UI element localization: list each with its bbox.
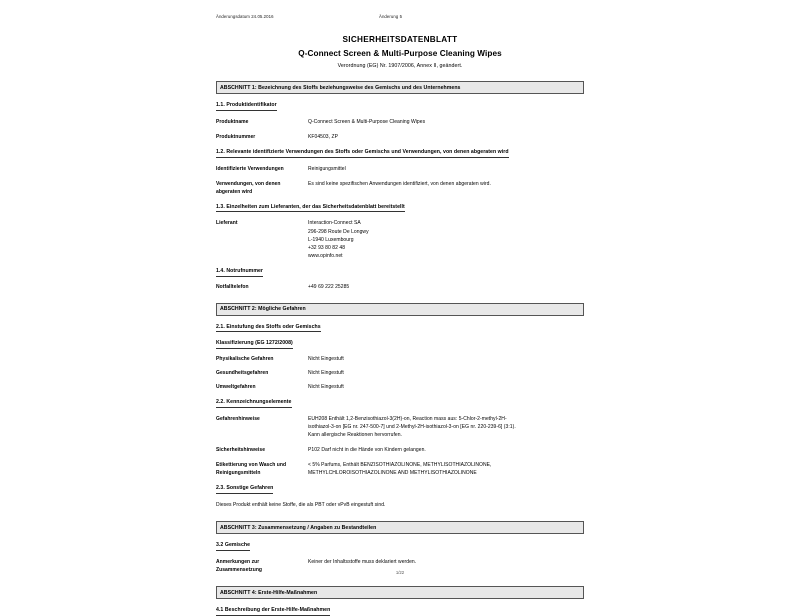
section-banner-2: ABSCHNITT 2: Mögliche Gefahren bbox=[216, 303, 584, 316]
subsection-3-2: 3.2 Gemische bbox=[216, 543, 250, 551]
subsection-1-2: 1.2. Relevante identifizierte Verwendungen des Stoffs oder Gemischs und Verwendungen, von denen abgeraten wird bbox=[216, 150, 509, 158]
subsection-3-2-wrap bbox=[216, 534, 584, 551]
hazard-statements-label: Gefahrenhinweise bbox=[216, 415, 260, 422]
product-number-label: Produktnummer bbox=[216, 133, 256, 140]
uses-advised-against-value: Es sind keine spezifischen Anwendungen identifiziert, von denen abgeraten wird. bbox=[308, 180, 491, 187]
row-environmental-hazards bbox=[216, 383, 584, 391]
subsection-2-3-wrap bbox=[216, 477, 584, 494]
supplier-company: Interaction-Connect SA bbox=[308, 220, 361, 227]
classification-heading-wrap bbox=[216, 332, 584, 349]
subsection-1-1-wrap bbox=[216, 94, 584, 111]
uses-advised-against-label bbox=[216, 180, 308, 196]
title-block bbox=[216, 35, 584, 69]
row-detergent-labelling bbox=[216, 461, 584, 477]
precautionary-statements-label: Sicherheitshinweise bbox=[216, 447, 266, 454]
subsection-4-1-wrap bbox=[216, 599, 584, 616]
detergent-line-2: METHYLCHLOROISOTHIAZOLINONE AND METHYLISOTHIAZOLINONE bbox=[308, 470, 477, 477]
detergent-labelling-value bbox=[308, 461, 584, 477]
identified-uses-value: Reinigungsmittel bbox=[308, 165, 346, 172]
detergent-labelling-label-line2: Reinigungsmitteln bbox=[216, 470, 261, 477]
subsection-1-3-wrap bbox=[216, 196, 584, 213]
hazard-statement-line-3: Kann allergische Reaktionen hervorrufen. bbox=[308, 432, 402, 439]
row-emergency-phone bbox=[216, 283, 584, 291]
composition-notes-label-line1: Anmerkungen zur bbox=[216, 558, 260, 565]
subsection-2-1-wrap bbox=[216, 316, 584, 333]
uses-advised-against-label-line2: abgeraten wird bbox=[216, 188, 253, 195]
page-footer: 1/22 bbox=[395, 570, 405, 575]
row-supplier bbox=[216, 219, 584, 259]
environmental-hazards-value: Nicht Eingestuft bbox=[308, 384, 344, 391]
row-precautionary-statements bbox=[216, 446, 584, 454]
subsection-1-4-wrap bbox=[216, 260, 584, 277]
detergent-labelling-label-line1: Etikettierung von Wasch und bbox=[216, 462, 287, 469]
supplier-city: L-1940 Luxembourg bbox=[308, 236, 354, 243]
supplier-label: Lieferant bbox=[216, 220, 238, 227]
supplier-street: 296-298 Route De Longwy bbox=[308, 228, 369, 235]
uses-advised-against-label-line1: Verwendungen, von denen bbox=[216, 180, 281, 187]
subsection-2-2: 2.2. Kennzeichnungselemente bbox=[216, 400, 292, 408]
identified-uses-label: Identifizierte Verwendungen bbox=[216, 165, 284, 172]
supplier-phone: +32 93 80 82 48 bbox=[308, 244, 346, 251]
subsection-2-1: 2.1. Einstufung des Stoffs oder Gemischs bbox=[216, 325, 321, 333]
subsection-1-3: 1.3. Einzelheiten zum Lieferanten, der das Sicherheitsdatenblatt bereitstellt bbox=[216, 205, 405, 213]
classification-heading: Klassifizierung (EG 1272/2008) bbox=[216, 341, 293, 349]
document-title: SICHERHEITSDATENBLATT bbox=[342, 35, 458, 44]
section-banner-1: ABSCHNITT 1: Bezeichnung des Stoffs beziehungsweise des Gemischs und des Unternehmens bbox=[216, 81, 584, 94]
hazard-statement-line-1: EUH208 Enthält 1,2-Benzisothiazol-3(2H)-on, Reaction mass aus: 5-Chlor-2-methyl-2H- bbox=[308, 415, 507, 422]
supplier-website: www.opinfo.net bbox=[308, 252, 343, 259]
product-name-label: Produktname bbox=[216, 118, 249, 125]
physical-hazards-label: Physikalische Gefahren bbox=[216, 355, 274, 362]
subsection-2-2-wrap bbox=[216, 391, 584, 408]
running-head bbox=[216, 0, 584, 19]
section-banner-3: ABSCHNITT 3: Zusammensetzung / Angaben zu Bestandteilen bbox=[216, 521, 584, 534]
row-physical-hazards bbox=[216, 355, 584, 363]
revision-date: Änderungsdatum 24.05.2016 bbox=[216, 14, 274, 19]
other-hazards-text: Dieses Produkt enthält keine Stoffe, die als PBT oder vPvB eingestuft sind. bbox=[216, 502, 386, 508]
regulation-reference: Verordnung (EG) Nr. 1907/2006, Annex II, geändert. bbox=[337, 63, 463, 69]
environmental-hazards-label: Umweltgefahren bbox=[216, 384, 256, 391]
emergency-phone-label: Notfalltelefon bbox=[216, 283, 249, 290]
subsection-4-1: 4.1 Beschreibung der Erste-Hilfe-Maßnahmen bbox=[216, 608, 330, 616]
composition-notes-value: Keiner der Inhaltsstoffe muss deklariert werden. bbox=[308, 558, 417, 565]
precautionary-statements-value: P102 Darf nicht in die Hände von Kindern gelangen. bbox=[308, 447, 426, 454]
health-hazards-label: Gesundheitsgefahren bbox=[216, 370, 269, 377]
subsection-1-4: 1.4. Notrufnummer bbox=[216, 269, 263, 277]
product-title: Q-Connect Screen & Multi-Purpose Cleaning Wipes bbox=[298, 49, 502, 58]
subsection-1-2-wrap bbox=[216, 141, 584, 158]
revision-number: Änderung 5 bbox=[379, 14, 403, 19]
detergent-labelling-label bbox=[216, 461, 308, 477]
page-content bbox=[216, 0, 584, 616]
row-uses-advised-against bbox=[216, 180, 584, 196]
section-banner-4: ABSCHNITT 4: Erste-Hilfe-Maßnahmen bbox=[216, 586, 584, 599]
supplier-address bbox=[308, 219, 584, 259]
hazard-statement-line-2: isothiazol-3-on [EG nr. 247-500-7] und 2-Methyl-2H-isothiazol-3-on [EG nr. 220-239-6] (3:1). bbox=[308, 423, 516, 430]
subsection-1-1: 1.1. Produktidentifikator bbox=[216, 103, 277, 111]
product-name-value: Q-Connect Screen & Multi-Purpose Cleaning Wipes bbox=[308, 118, 426, 125]
row-product-name bbox=[216, 118, 584, 126]
product-number-value: KF04503, ZP bbox=[308, 133, 339, 140]
row-hazard-statements bbox=[216, 415, 584, 439]
emergency-phone-value: +49 69 222 25285 bbox=[308, 283, 350, 290]
physical-hazards-value: Nicht Eingestuft bbox=[308, 355, 344, 362]
row-identified-uses bbox=[216, 165, 584, 173]
detergent-line-1: < 5% Parfums, Enthält BENZISOTHIAZOLINONE, METHYLISOTHIAZOLINONE, bbox=[308, 462, 492, 469]
health-hazards-value: Nicht Eingestuft bbox=[308, 370, 344, 377]
row-product-number bbox=[216, 133, 584, 141]
row-health-hazards bbox=[216, 369, 584, 377]
hazard-statements-value bbox=[308, 415, 584, 439]
subsection-2-3: 2.3. Sonstige Gefahren bbox=[216, 486, 273, 494]
composition-notes-label-line2: Zusammensetzung bbox=[216, 566, 263, 573]
